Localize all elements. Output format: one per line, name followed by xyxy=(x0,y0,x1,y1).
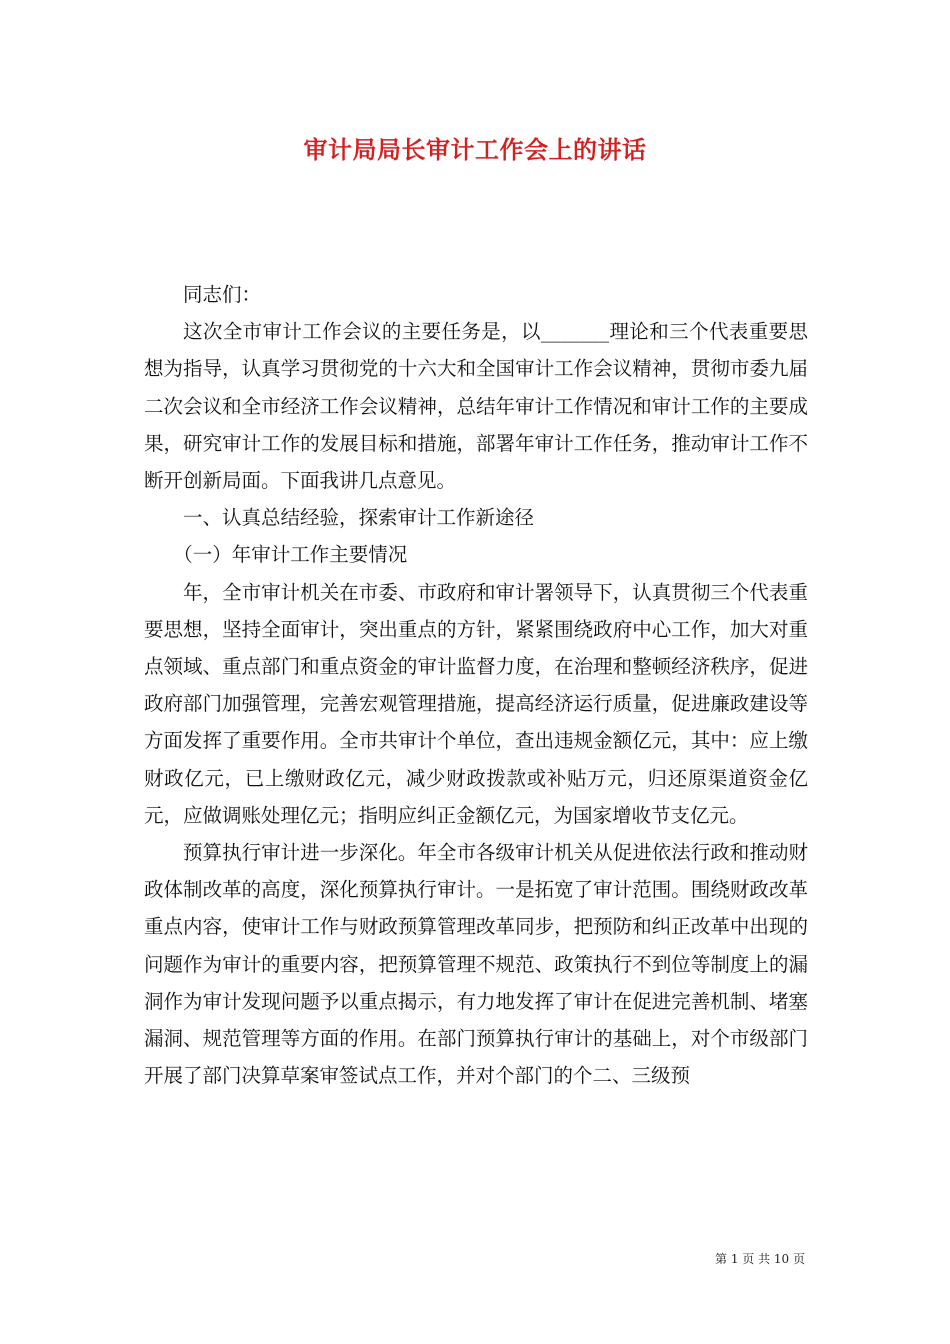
section-heading: 一、认真总结经验，探索审计工作新途径 xyxy=(183,506,535,530)
document-title: 审计局局长审计工作会上的讲话 xyxy=(303,135,647,164)
summary-paragraph: 年，全市审计机关在市委、市政府和审计署领导下，认真贯彻三个代表重要思想，坚持全面审计，突出重点的方针，紧紧围绕政府中心工作，加大对重点领域、重点部门和重点资金的审计监督力度，在治理和整顿经济秩序，促进政府部门加强管理，完善宏观管理措施，提高经济运行质量，促进廉政建设等方面发挥了重要作用。全市共审计个单位，查出违规金额亿元，其中：应上缴财政亿元，已上缴财政亿元，减少财政拨款或补贴万元，归还原渠道资金亿元，应做调账处理亿元；指明应纠正金额亿元，为国家增收节支亿元。 xyxy=(144,580,808,827)
page-footer: 第 1 页 共 10 页 xyxy=(715,1252,805,1266)
subsection-heading: （一）年审计工作主要情况 xyxy=(173,543,408,567)
document-body xyxy=(144,276,808,1094)
greeting-paragraph: 同志们： xyxy=(183,283,262,306)
budget-audit-paragraph: 预算执行审计进一步深化。年全市各级审计机关从促进依法行政和推动财政体制改革的高度，深化预算执行审计。一是拓宽了审计范围。围绕财政改革重点内容，使审计工作与财政预算管理改革同步，把预防和纠正改革中出现的问题作为审计的重要内容，把预算管理不规范、政策执行不到位等制度上的漏洞作为审计发现问题予以重点揭示，有力地发挥了审计在促进完善机制、堵塞漏洞、规范管理等方面的作用。在部门预算执行审计的基础上，对个市级部门开展了部门决算草案审签试点工作，并对个部门的个二、三级预 xyxy=(144,841,808,1088)
intro-paragraph: 这次全市审计工作会议的主要任务是，以_______理论和三个代表重要思想为指导，认真学习贯彻党的十六大和全国审计工作会议精神，贯彻市委九届二次会议和全市经济工作会议精神，总结年审计工作情况和审计工作的主要成果，研究审计工作的发展目标和措施，部署年审计工作任务，推动审计工作不断开创新局面。下面我讲几点意见。 xyxy=(144,320,808,493)
